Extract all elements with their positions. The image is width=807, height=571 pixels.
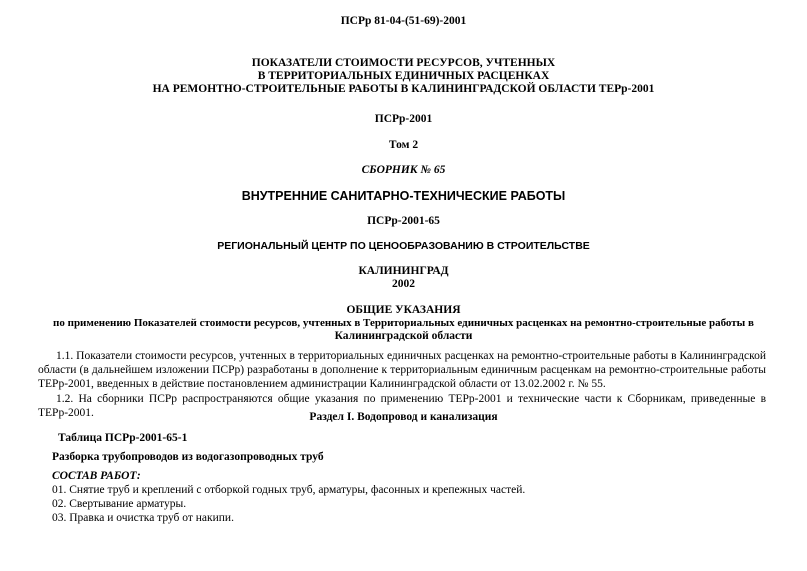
title-line-1: ПОКАЗАТЕЛИ СТОИМОСТИ РЕСУРСОВ, УЧТЕННЫХ (251, 57, 556, 69)
section-title: Раздел I. Водопровод и канализация (309, 411, 498, 423)
collection-number: СБОРНИК № 65 (361, 164, 446, 176)
collection-title: ВНУТРЕННИЕ САНИТАРНО-ТЕХНИЧЕСКИЕ РАБОТЫ (241, 189, 566, 203)
general-paragraph-1: 1.1. Показатели стоимости ресурсов, учтенных в территориальных единичных расценках на ремонтно-строительные работы в Калининградской области (в дальнейшем изложении ПСРр) разработаны в дополнение к территориальным единичным расценкам на ремонтно-строительные работы ТЕРр-2001, введенных в действие постановлением администрации Калининградской области от 13.02.2002 г. № 55. (38, 350, 766, 391)
general-subheading-2: Калининградской области (334, 330, 473, 342)
city: КАЛИНИНГРАД (358, 265, 449, 277)
work-item: 01. Снятие труб и креплений с отборкой годных труб, арматуры, фасонных и крепежных частей. (52, 484, 526, 496)
general-paragraph-2: 1.2. На сборники ПСРр распространяются общие указания по применению ТЕРр-2001 и технические части к Сборникам, приведенные в ТЕРр-2001. (38, 393, 766, 420)
work-item: 03. Правка и очистка труб от накипи. (52, 512, 234, 524)
title-line-3: НА РЕМОНТНО-СТРОИТЕЛЬНЫЕ РАБОТЫ В КАЛИНИНГРАДСКОЙ ОБЛАСТИ ТЕРр-2001 (152, 83, 655, 95)
title-line-2: В ТЕРРИТОРИАЛЬНЫХ ЕДИНИЧНЫХ РАСЦЕНКАХ (257, 70, 550, 82)
volume-label: Том 2 (388, 139, 419, 151)
table-title: Разборка трубопроводов из водогазопроводных труб (52, 451, 324, 463)
work-item: 02. Свертывание арматуры. (52, 498, 187, 510)
table-label: Таблица ПСРр-2001-65-1 (58, 432, 188, 444)
general-subheading-1: по применению Показателей стоимости ресурсов, учтенных в Территориальных единичных расценках на ремонтно-строительные работы в (53, 317, 754, 329)
psrr-label: ПСРр-2001 (374, 113, 433, 125)
general-heading: ОБЩИЕ УКАЗАНИЯ (346, 304, 461, 316)
collection-code: ПСРр-2001-65 (367, 215, 440, 227)
document-code: ПСРр 81-04-(51-69)-2001 (340, 15, 467, 27)
works-heading: СОСТАВ РАБОТ: (52, 470, 141, 482)
year: 2002 (392, 278, 415, 290)
regional-center: РЕГИОНАЛЬНЫЙ ЦЕНТР ПО ЦЕНООБРАЗОВАНИЮ В СТРОИТЕЛЬСТВЕ (217, 240, 590, 252)
